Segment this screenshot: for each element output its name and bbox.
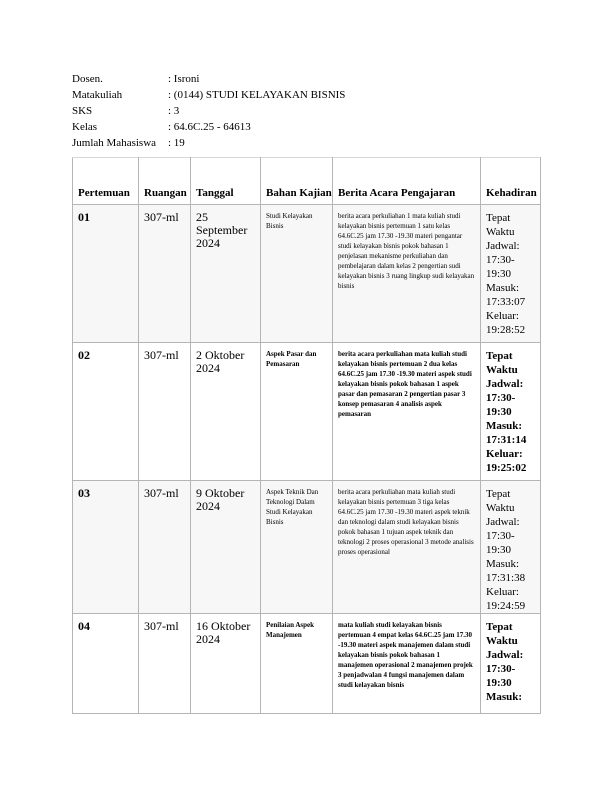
info-label: Matakuliah (72, 89, 123, 101)
attendance-table (72, 157, 541, 714)
info-value: : Isroni (168, 73, 200, 85)
cell-kehadiran: Tepat Waktu Jadwal: 17:30-19:30 Masuk: (481, 614, 541, 714)
header-bahan-kajian: Bahan Kajian (261, 158, 333, 205)
info-value: : (0144) STUDI KELAYAKAN BISNIS (168, 89, 346, 101)
info-label: SKS (72, 105, 93, 117)
cell-kehadiran: Tepat Waktu Jadwal: 17:30-19:30 Masuk: 17:31:14 Keluar: 19:25:02 (481, 343, 541, 481)
cell-ruangan: 307-ml (139, 343, 191, 481)
header-berita-acara: Berita Acara Pengajaran (333, 158, 481, 205)
cell-kehadiran: Tepat Waktu Jadwal: 17:30-19:30 Masuk: 17:31:38 Keluar: 19:24:59 (481, 481, 541, 614)
info-value: : 3 (168, 105, 180, 117)
cell-berita-acara: berita acara perkuliahan mata kuliah studi kelayakan bisnis pertemuan 2 dua kelas 64.6C.25 jam 17.30 -19.30 materi aspek studi kelayakan bisnis pokok bahasan 1 aspek pasar dan pemasaran 2 pengertian pasar 3 konsep pemasaran 4 analisis aspek pemasaran (333, 343, 481, 481)
cell-pertemuan: 04 (73, 614, 139, 714)
cell-berita-acara: berita acara perkuliahan 1 mata kuliah studi kelayakan bisnis pertemuan 1 satu kelas 64.6C.25 jam 17.30 -19.30 materi pengantar studi kelayakan bisnis pokok bahasan 1 penjelasan mekanisme perkuliahan dan pembelajaran dalam kelas 2 pengertian sudi kelayakan bisnis 3 ruang lingkup sudi kelayakan bisnis (333, 205, 481, 343)
cell-tanggal: 2 Oktober 2024 (191, 343, 261, 481)
info-label: Jumlah Mahasiswa (72, 137, 157, 149)
table-header-row (73, 158, 541, 205)
info-row-kelas (72, 119, 345, 135)
cell-berita-acara: mata kuliah studi kelayakan bisnis pertemuan 4 empat kelas 64.6C.25 jam 17.30 -19.30 materi aspek manajemen dalam studi kelayakan bisnis pokok bahasan 1 manajemen operasional 2 manajemen projek 3 penjadwalan 4 fungsi manajemen dalam studi kelayakan bisnis (333, 614, 481, 714)
info-row-jumlah-mahasiswa (72, 135, 345, 151)
cell-pertemuan: 03 (73, 481, 139, 614)
header-kehadiran: Kehadiran (481, 158, 541, 205)
cell-tanggal: 16 Oktober 2024 (191, 614, 261, 714)
table-row (73, 614, 541, 714)
table-row (73, 481, 541, 614)
cell-bahan-kajian: Studi Kelayakan Bisnis (261, 205, 333, 343)
header-pertemuan: Pertemuan (73, 158, 139, 205)
cell-tanggal: 9 Oktober 2024 (191, 481, 261, 614)
info-label: Dosen. (72, 73, 103, 85)
course-info (72, 71, 345, 151)
table-row (73, 343, 541, 481)
cell-pertemuan: 02 (73, 343, 139, 481)
cell-bahan-kajian: Aspek Teknik Dan Teknologi Dalam Studi Kelayakan Bisnis (261, 481, 333, 614)
info-row-matakuliah (72, 87, 345, 103)
cell-bahan-kajian: Penilaian Aspek Manajemen (261, 614, 333, 714)
header-ruangan: Ruangan (139, 158, 191, 205)
cell-tanggal: 25 September 2024 (191, 205, 261, 343)
cell-ruangan: 307-ml (139, 205, 191, 343)
cell-berita-acara: berita acara perkuliahan mata kuliah studi kelayakan bisnis pertemuan 3 tiga kelas 64.6C.25 jam 17.30 -19.30 materi aspek teknik dan teknologi dalam studi kelayakan bisnis pokok bahasan 1 tujuan aspek teknik dan teknologi 2 proses operasional 3 metode analisis proses operasional (333, 481, 481, 614)
info-value: : 19 (168, 137, 185, 149)
info-row-sks (72, 103, 345, 119)
info-label: Kelas (72, 121, 98, 133)
cell-kehadiran: Tepat Waktu Jadwal: 17:30-19:30 Masuk: 17:33:07 Keluar: 19:28:52 (481, 205, 541, 343)
cell-pertemuan: 01 (73, 205, 139, 343)
table-row (73, 205, 541, 343)
cell-ruangan: 307-ml (139, 481, 191, 614)
header-tanggal: Tanggal (191, 158, 261, 205)
info-row-dosen (72, 71, 345, 87)
cell-ruangan: 307-ml (139, 614, 191, 714)
info-value: : 64.6C.25 - 64613 (168, 121, 251, 133)
cell-bahan-kajian: Aspek Pasar dan Pemasaran (261, 343, 333, 481)
